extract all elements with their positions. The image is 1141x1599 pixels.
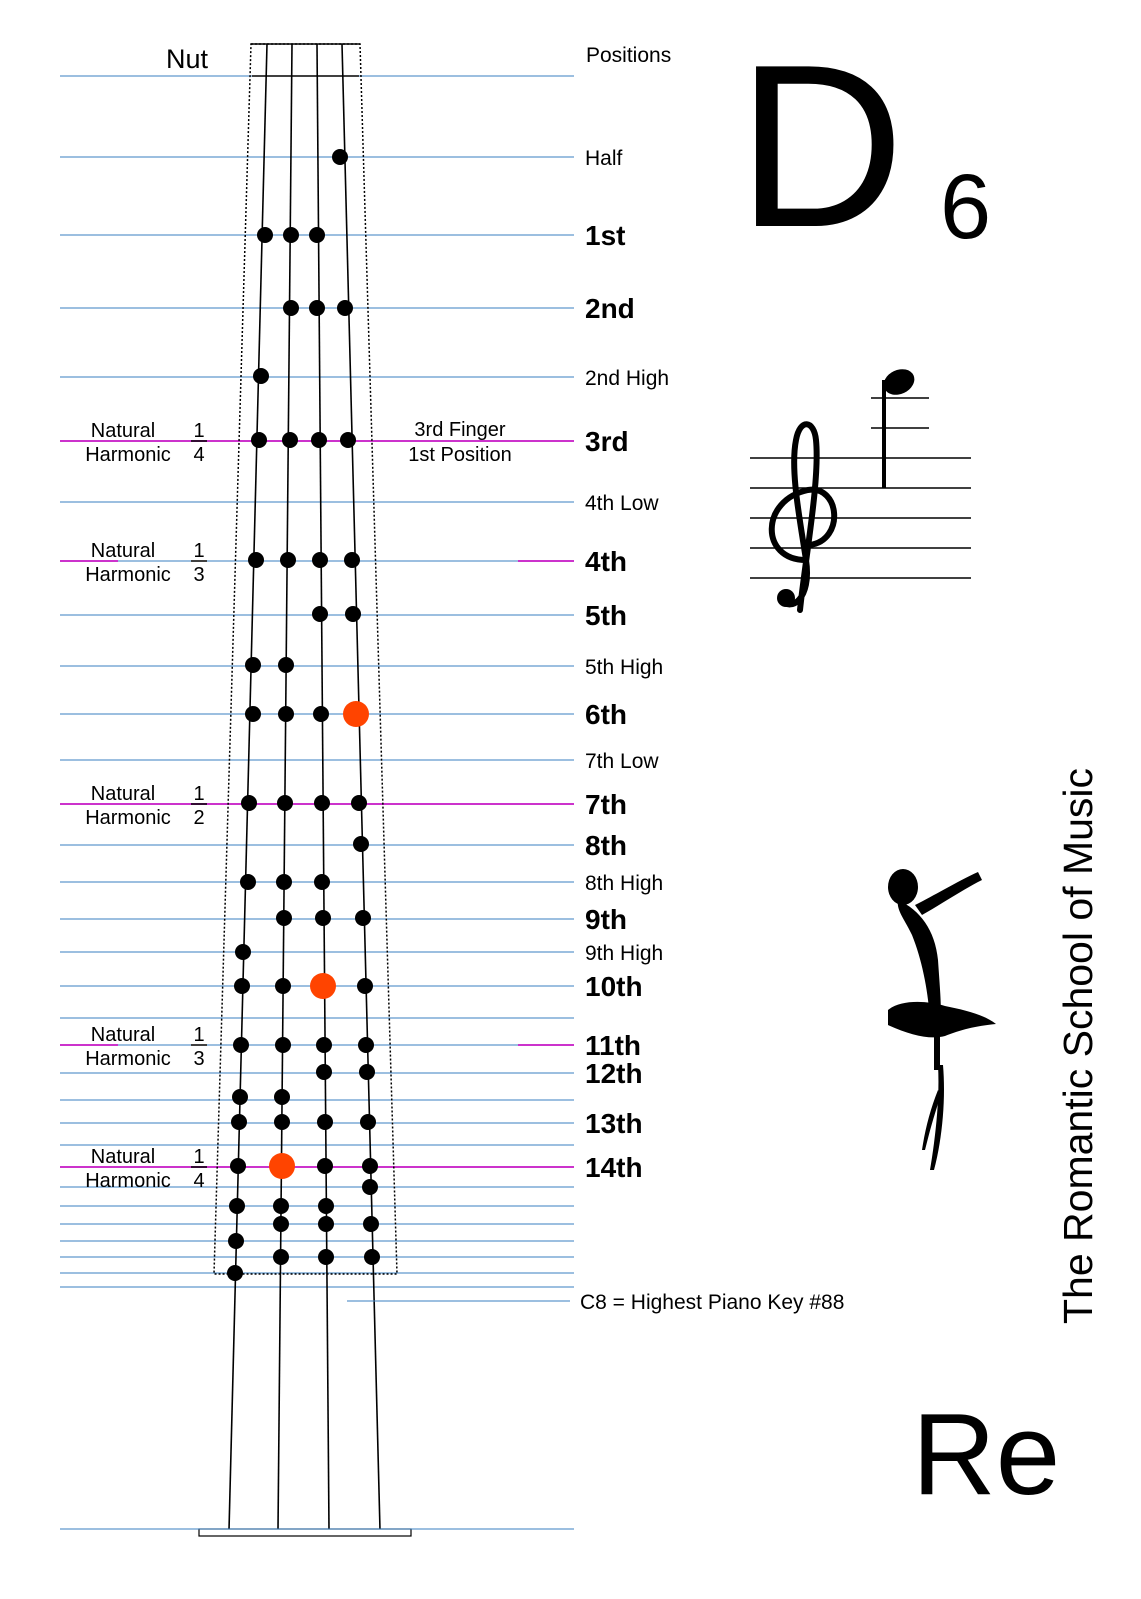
- finger-dot: [316, 1037, 332, 1053]
- finger-dot: [283, 300, 299, 316]
- solfege-label: Re: [912, 1389, 1061, 1519]
- harmonic-fraction-denominator: 3: [193, 1048, 205, 1070]
- harmonic-label-line1: Natural: [90, 1146, 156, 1168]
- finger-dot: [317, 1114, 333, 1130]
- finger-dot: [315, 910, 331, 926]
- harmonic-label-line2: Harmonic: [85, 1048, 171, 1070]
- harmonic-label-line2: Harmonic: [85, 807, 171, 829]
- finger-dot: [332, 149, 348, 165]
- position-label: 3rd: [585, 426, 629, 457]
- finger-dot: [253, 368, 269, 384]
- finger-dot: [353, 836, 369, 852]
- finger-dot: [359, 1064, 375, 1080]
- finger-dot: [231, 1114, 247, 1130]
- finger-dot: [241, 795, 257, 811]
- harmonic-fraction-denominator: 3: [193, 564, 205, 586]
- finger-dot: [227, 1265, 243, 1281]
- finger-dot: [273, 1198, 289, 1214]
- position-label: 2nd: [585, 293, 635, 324]
- note-letter: D: [737, 17, 905, 276]
- treble-clef-icon: [772, 424, 834, 610]
- finger-dot: [364, 1249, 380, 1265]
- position-label: 1st: [585, 220, 626, 251]
- finger-dot: [257, 227, 273, 243]
- finger-dot: [340, 432, 356, 448]
- finger-dot: [240, 874, 256, 890]
- d6-note-dot: [310, 973, 336, 999]
- finger-dot: [245, 657, 261, 673]
- finger-dot: [357, 978, 373, 994]
- harmonic-fraction-denominator: 4: [193, 1170, 205, 1192]
- position-label: 5th: [585, 600, 627, 631]
- harmonic-label-line1: Natural: [90, 540, 156, 562]
- string-d: [278, 44, 292, 1530]
- positions-heading: Positions: [586, 44, 672, 67]
- nut-label: Nut: [165, 44, 208, 74]
- c8-label: C8 = Highest Piano Key #88: [580, 1291, 845, 1314]
- position-label: 2nd High: [585, 367, 670, 390]
- finger-dot: [278, 657, 294, 673]
- position-label: 4th Low: [585, 492, 659, 515]
- finger-dot: [318, 1249, 334, 1265]
- position-label: 10th: [585, 971, 643, 1002]
- finger-dot: [276, 910, 292, 926]
- finger-dot: [275, 978, 291, 994]
- harmonic-fraction-numerator: 1: [193, 1024, 205, 1046]
- string-a: [317, 44, 329, 1530]
- finger-dot: [312, 606, 328, 622]
- finger-dot: [282, 432, 298, 448]
- position-label: 5th High: [585, 656, 664, 679]
- finger-dot: [230, 1158, 246, 1174]
- finger-dot: [318, 1198, 334, 1214]
- position-guide-lines: [60, 76, 574, 1287]
- position-label: 4th: [585, 546, 627, 577]
- string-e: [342, 44, 380, 1530]
- finger-dot: [345, 606, 361, 622]
- third-finger-line2: 1st Position: [408, 444, 512, 466]
- finger-dot: [314, 874, 330, 890]
- finger-dot: [362, 1158, 378, 1174]
- position-label: Half: [585, 147, 623, 170]
- finger-dot: [251, 432, 267, 448]
- harmonic-fraction-numerator: 1: [193, 420, 205, 442]
- position-label: 12th: [585, 1058, 643, 1089]
- finger-dot: [280, 552, 296, 568]
- violinist-silhouette-icon: [888, 869, 996, 1170]
- position-label: 8th: [585, 830, 627, 861]
- harmonic-fraction-denominator: 2: [193, 807, 205, 829]
- finger-dot: [312, 552, 328, 568]
- finger-dot: [232, 1089, 248, 1105]
- finger-dot: [351, 795, 367, 811]
- harmonic-fraction-denominator: 4: [193, 444, 205, 466]
- position-label: 9th High: [585, 942, 664, 965]
- harmonic-label-line2: Harmonic: [85, 444, 171, 466]
- bridge: [199, 1529, 411, 1536]
- position-label: 7th: [585, 789, 627, 820]
- finger-dot: [276, 874, 292, 890]
- harmonic-label-line1: Natural: [90, 420, 156, 442]
- finger-dot: [273, 1216, 289, 1232]
- finger-dot: [278, 706, 294, 722]
- finger-dot: [273, 1249, 289, 1265]
- harmonic-label-line2: Harmonic: [85, 564, 171, 586]
- d6-note-dot: [343, 701, 369, 727]
- finger-dots: [227, 149, 380, 1281]
- finger-dot: [309, 300, 325, 316]
- finger-dot: [228, 1233, 244, 1249]
- finger-dot: [274, 1089, 290, 1105]
- harmonic-fraction-numerator: 1: [193, 1146, 205, 1168]
- finger-dot: [362, 1179, 378, 1195]
- finger-dot: [360, 1114, 376, 1130]
- note-d6-icon: [879, 364, 918, 488]
- strings: [229, 44, 380, 1530]
- finger-dot: [229, 1198, 245, 1214]
- finger-dot: [337, 300, 353, 316]
- finger-dot: [235, 944, 251, 960]
- finger-dot: [311, 432, 327, 448]
- finger-dot: [309, 227, 325, 243]
- finger-dot: [344, 552, 360, 568]
- position-label: 9th: [585, 904, 627, 935]
- finger-dot: [313, 706, 329, 722]
- finger-dot: [317, 1158, 333, 1174]
- finger-dot: [355, 910, 371, 926]
- finger-dot: [274, 1114, 290, 1130]
- finger-dot: [275, 1037, 291, 1053]
- finger-dot: [314, 795, 330, 811]
- side-title: The Romantic School of Music: [1055, 767, 1101, 1324]
- position-labels: [585, 147, 669, 1183]
- harmonic-label-line1: Natural: [90, 783, 156, 805]
- finger-dot: [233, 1037, 249, 1053]
- position-label: 11th: [585, 1030, 642, 1061]
- finger-dot: [277, 795, 293, 811]
- note-octave: 6: [940, 156, 992, 258]
- position-label: 7th Low: [585, 750, 659, 773]
- finger-dot: [245, 706, 261, 722]
- finger-dot: [316, 1064, 332, 1080]
- finger-dot: [234, 978, 250, 994]
- harmonic-labels: [85, 420, 207, 1192]
- third-finger-line1: 3rd Finger: [414, 419, 506, 441]
- finger-dot: [248, 552, 264, 568]
- harmonic-fraction-numerator: 1: [193, 540, 205, 562]
- string-g: [229, 44, 267, 1530]
- position-label: 6th: [585, 699, 627, 730]
- harmonic-label-line1: Natural: [90, 1024, 156, 1046]
- finger-dot: [358, 1037, 374, 1053]
- position-label: 13th: [585, 1108, 643, 1139]
- finger-dot: [283, 227, 299, 243]
- position-label: 8th High: [585, 872, 664, 895]
- harmonic-label-line2: Harmonic: [85, 1170, 171, 1192]
- position-label: 14th: [585, 1152, 643, 1183]
- d6-note-dot: [269, 1153, 295, 1179]
- finger-dot: [318, 1216, 334, 1232]
- harmonic-fraction-numerator: 1: [193, 783, 205, 805]
- finger-dot: [363, 1216, 379, 1232]
